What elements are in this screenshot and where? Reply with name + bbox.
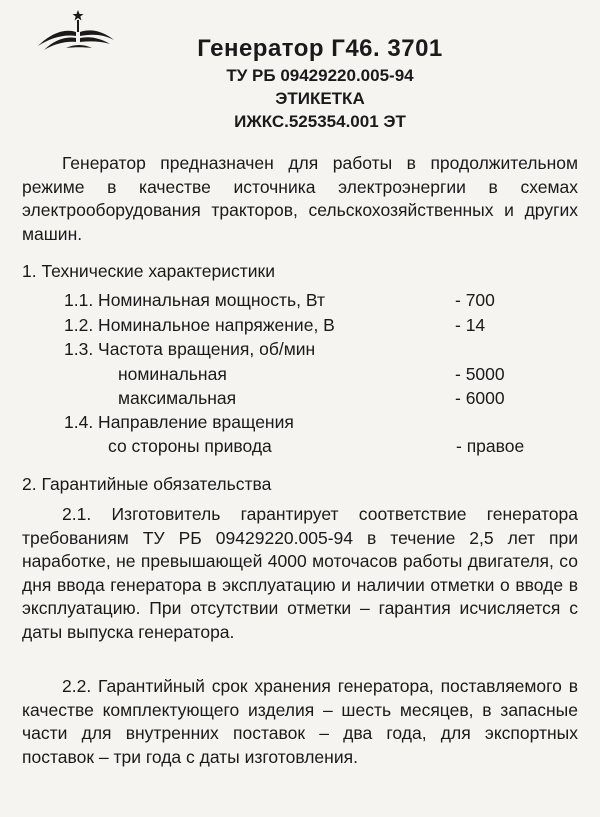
spec-value: - 14 <box>455 315 486 335</box>
spec-label: со стороны привода <box>108 436 272 456</box>
spec-label: 1.3. Частота вращения, об/мин <box>64 339 316 359</box>
spec-label: номинальная <box>118 364 227 384</box>
spec-label: 1.1. Номинальная мощность, Вт <box>64 290 325 310</box>
document-number: ИЖКС.525354.001 ЭТ <box>234 112 406 131</box>
intro-text: Генератор предназначен для работы в продолжительном режиме в качестве источника электроэнергии в схемах электрооборудования тракторов, сельскохозяйственных и других машин. <box>22 153 578 244</box>
spec-value: - 5000 <box>455 364 505 384</box>
spec-label: 1.4. Направление вращения <box>64 412 294 432</box>
warranty-text-1: 2.1. Изготовитель гарантирует соответствие генератора требованиям ТУ РБ 09429220.005-94 в течение 2,5 лет при наработке, не превышающей 4000 моточасов работы двигателя, со дня ввода генератора в эксплуатацию и наличии отметки о вводе в эксплуатацию. При отсутствии отметки – гарантия исчисляется с даты выпуска генератора. <box>22 504 578 642</box>
section-2-title: 2. Гарантийные обязательства <box>22 474 272 494</box>
warranty-paragraph-2 <box>22 675 578 769</box>
stylized-wings-emblem-icon <box>36 8 116 54</box>
intro-paragraph <box>22 152 578 246</box>
spec-label: 1.2. Номинальное напряжение, В <box>64 315 335 335</box>
spec-value: - правое <box>456 436 525 456</box>
spec-label: максимальная <box>118 388 237 408</box>
document-type: ЭТИКЕТКА <box>275 89 365 108</box>
document-header <box>120 34 520 133</box>
document-title: Генератор Г46. 3701 <box>197 35 443 62</box>
warranty-text-2: 2.2. Гарантийный срок хранения генератора, поставляемого в качестве комплектующего изделия – шесть месяцев, в запасные части для внутренних поставок – два года, для экспортных поставок – три года с даты изготовления. <box>22 676 578 767</box>
spec-value: - 700 <box>455 290 495 310</box>
section-1-title: 1. Технические характеристики <box>22 261 275 281</box>
warranty-paragraph-1 <box>22 503 578 644</box>
spec-value: - 6000 <box>455 388 505 408</box>
spec-code: ТУ РБ 09429220.005-94 <box>226 66 414 85</box>
